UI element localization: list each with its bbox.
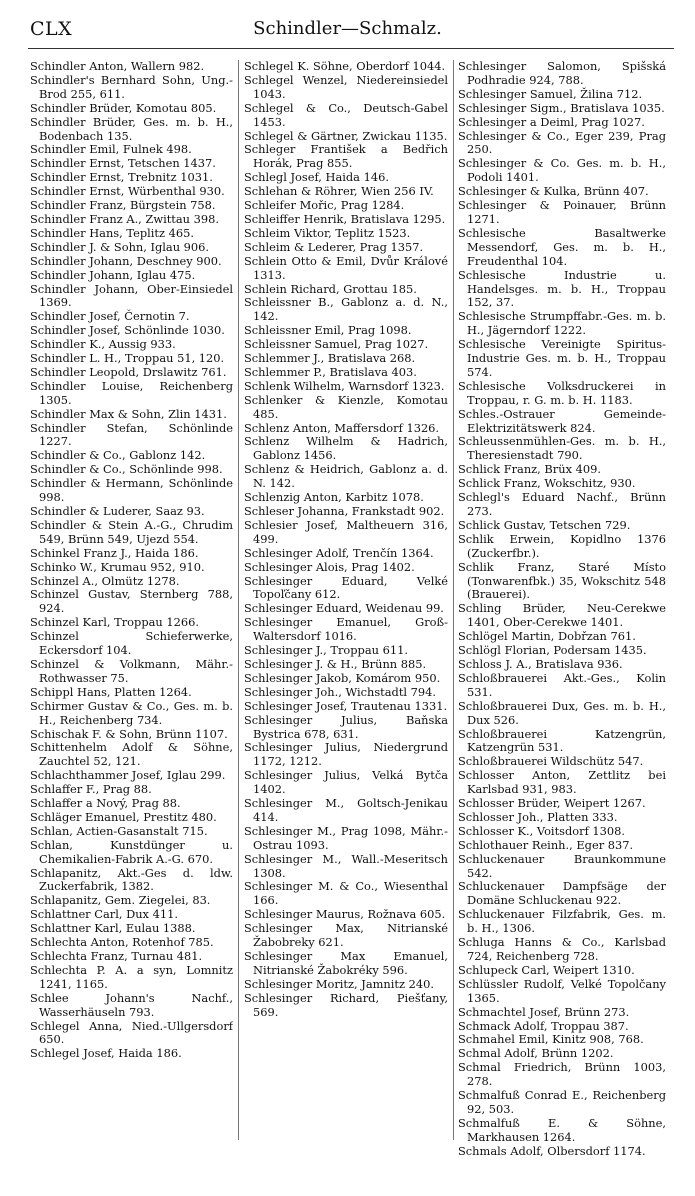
directory-entry: Schlesische Vereinigte Spiritus-Industrie Ges. m. b. H., Troppau 574. xyxy=(458,337,666,379)
directory-entry: Schmachtel Josef, Brünn 273. xyxy=(458,1004,630,1019)
directory-entry: Schlapanitz, Akt.-Ges d. ldw. Zuckerfabrik, 1382. xyxy=(30,865,233,894)
directory-entry: Schlenz & Heidrich, Gablonz a. d. N. 142. xyxy=(244,462,448,491)
directory-entry: Schlenz Anton, Maffersdorf 1326. xyxy=(244,420,440,435)
directory-entry: Schmalfuß E. & Söhne, Markhausen 1264. xyxy=(458,1115,666,1144)
directory-entry: Schloßbrauerei Wildschütz 547. xyxy=(458,754,644,769)
directory-entry: Schlesische Industrie u. Handelsges. m. b. H., Troppau 152, 37. xyxy=(458,267,666,310)
directory-entry: Schlaffer a Nový, Prag 88. xyxy=(30,796,181,811)
directory-entry: Schlegl Josef, Haida 146. xyxy=(244,170,389,185)
directory-entry: Schindler Franz, Bürgstein 758. xyxy=(30,198,216,213)
directory-entry: Schindler & Co., Gablonz 142. xyxy=(30,448,206,463)
directory-entry: Schles.-Ostrauer Gemeinde-Elektrizitätswerk 824. xyxy=(458,406,666,435)
directory-entry: Schindler Stefan, Schönlinde 1227. xyxy=(30,420,233,449)
directory-entry: Schlegel Josef, Haida 186. xyxy=(30,1046,182,1061)
directory-entry: Schloßbrauerei Dux, Ges. m. b. H., Dux 526. xyxy=(458,698,666,727)
column-divider xyxy=(238,60,239,1140)
directory-entry: Schlesinger J. & H., Brünn 885. xyxy=(244,656,427,671)
directory-entry: Schlegel Anna, Nied.-Ullgersdorf 650. xyxy=(30,1018,233,1047)
directory-entry: Schischak F. & Sohn, Brünn 1107. xyxy=(30,726,228,741)
directory-entry: Schlesinger J., Troppau 611. xyxy=(244,643,408,658)
directory-entry: Schlesinger Emanuel, Groß-Waltersdorf 1016. xyxy=(244,615,448,644)
directory-entry: Schmal Adolf, Brünn 1202. xyxy=(458,1046,614,1061)
directory-entry: Schloßbrauerei Katzengrün, Katzengrün 531. xyxy=(458,726,666,755)
directory-entry: Schlan, Actien-Gasanstalt 715. xyxy=(30,823,208,838)
directory-entry: Schlesinger & Co., Eger 239, Prag 250. xyxy=(458,128,666,157)
directory-entry: Schlegel & Co., Deutsch-Gabel 1453. xyxy=(244,100,448,129)
directory-entry: Schindler Hans, Teplitz 465. xyxy=(30,225,194,240)
directory-entry: Schindler & Luderer, Saaz 93. xyxy=(30,504,205,518)
directory-entry: Schlesinger Samuel, Žilina 712. xyxy=(458,86,643,101)
directory-entry: Schlesinger Salomon, Spišská Podhradie 924, 788. xyxy=(458,60,666,87)
directory-entry: Schlesinger Eduard, Velké Topoľčany 612. xyxy=(244,573,448,602)
directory-entry: Schleifer Mořic, Prag 1284. xyxy=(244,198,405,213)
directory-entry: Schlesinger Max Emanuel, Nitrianské Žabokréky 596. xyxy=(244,949,448,977)
directory-entry: Schlesinger & Kulka, Brünn 407. xyxy=(458,184,649,199)
directory-entry: Schlechta P. A. a syn, Lomnitz 1241, 1165. xyxy=(30,962,233,991)
directory-entry: Schleissner Samuel, Prag 1027. xyxy=(244,337,429,352)
directory-entry: Schindler Johann, Ober-Einsiedel 1369. xyxy=(30,281,233,310)
directory-column-2 xyxy=(244,60,448,1186)
directory-entry: Schlesische Basaltwerke Messendorf, Ges. m. b. H., Freudenthal 104. xyxy=(458,225,666,268)
directory-entry: Schlothauer Reinh., Eger 837. xyxy=(458,837,634,852)
directory-entry: Schindler J. & Sohn, Iglau 906. xyxy=(30,239,210,254)
column-divider xyxy=(453,60,454,1140)
directory-entry: Schlemmer P., Bratislava 403. xyxy=(244,364,417,379)
directory-entry: Schlenz Wilhelm & Hadrich, Gablonz 1456. xyxy=(244,434,448,463)
directory-entry: Schluckenauer Dampfsäge der Domäne Schluckenau 922. xyxy=(458,879,666,908)
directory-entry: Schlesinger Julius, Niedergrund 1172, 1212. xyxy=(244,740,448,769)
directory-entry: Schlick Gustav, Tetschen 729. xyxy=(458,517,631,532)
directory-entry: Schindler & Stein A.-G., Chrudim 549, Brünn 549, Ujezd 554. xyxy=(30,517,233,546)
directory-entry: Schlesinger Eduard, Weidenau 99. xyxy=(244,601,444,616)
directory-entry: Schirmer Gustav & Co., Ges. m. b. H., Reichenberg 734. xyxy=(30,698,233,727)
directory-entry: Schlein Otto & Emil, Dvůr Králové 1313. xyxy=(244,253,448,282)
directory-entry: Schlögel Martin, Dobřzan 761. xyxy=(458,629,636,644)
directory-entry: Schlegel Wenzel, Niedereinsiedel 1043. xyxy=(244,72,448,101)
directory-entry: Schlesinger Max, Nitrianské Žabobreky 621. xyxy=(244,921,448,950)
directory-entry: Schlosser Brüder, Weipert 1267. xyxy=(458,796,646,811)
directory-entry: Schinzel Gustav, Sternberg 788, 924. xyxy=(30,587,233,616)
directory-entry: Schlupeck Carl, Weipert 1310. xyxy=(458,962,635,977)
directory-column-1 xyxy=(30,60,233,1186)
directory-entry: Schlesische Strumpffabr.-Ges. m. b. H., Jägerndorf 1222. xyxy=(458,309,666,338)
directory-entry: Schindler Anton, Wallern 982. xyxy=(30,60,205,73)
directory-entry: Schindler L. H., Troppau 51, 120. xyxy=(30,351,225,366)
directory-entry: Schlee Johann's Nachf., Wasserhäuseln 793. xyxy=(30,990,233,1019)
directory-entry: Schlesinger M. & Co., Wiesenthal 166. xyxy=(244,879,448,908)
directory-entry: Schippl Hans, Platten 1264. xyxy=(30,684,192,699)
directory-entry: Schindler Ernst, Würbenthal 930. xyxy=(30,184,225,199)
directory-entry: Schlein Richard, Grottau 185. xyxy=(244,281,417,296)
directory-entry: Schleim Viktor, Teplitz 1523. xyxy=(244,225,411,240)
directory-entry: Schindler Brüder, Ges. m. b. H., Bodenbach 135. xyxy=(30,114,233,143)
page-number: CLX xyxy=(30,18,73,40)
directory-entry: Schmalfuß Conrad E., Reichenberg 92, 503. xyxy=(458,1088,666,1116)
directory-entry: Schlesinger Moritz, Jamnitz 240. xyxy=(244,976,434,991)
directory-entry: Schlattner Karl, Eulau 1388. xyxy=(30,921,196,936)
directory-entry: Schindler Ernst, Trebnitz 1031. xyxy=(30,170,213,185)
directory-entry: Schinzel & Volkmann, Mähr.-Rothwasser 75. xyxy=(30,656,233,685)
directory-entry: Schleger František a Bedřich Horák, Prag 855. xyxy=(244,142,448,171)
directory-entry: Schlemmer J., Bratislava 268. xyxy=(244,351,416,366)
directory-entry: Schlesinger Jakob, Komárom 950. xyxy=(244,670,441,685)
directory-entry: Schinzel A., Olmütz 1278. xyxy=(30,573,180,588)
directory-entry: Schindler Johann, Deschney 900. xyxy=(30,253,222,268)
directory-entry: Schlick Franz, Brüx 409. xyxy=(458,462,601,477)
directory-entry: Schläger Emanuel, Prestitz 480. xyxy=(30,809,217,824)
directory-entry: Schmals Adolf, Olbersdorf 1174. xyxy=(458,1143,646,1158)
directory-entry: Schlattner Carl, Dux 411. xyxy=(30,907,178,922)
directory-entry: Schleiffer Henrik, Bratislava 1295. xyxy=(244,211,446,226)
directory-entry: Schindler Emil, Fulnek 498. xyxy=(30,142,192,157)
directory-entry: Schindler Brüder, Komotau 805. xyxy=(30,100,217,115)
directory-entry: Schlosser K., Voitsdorf 1308. xyxy=(458,823,626,838)
directory-entry: Schluckenauer Braunkommune 542. xyxy=(458,851,666,880)
directory-entry: Schlesinger Maurus, Rožnava 605. xyxy=(244,907,446,922)
directory-entry: Schlechta Anton, Rotenhof 785. xyxy=(30,935,214,950)
directory-entry: Schlosser Joh., Platten 333. xyxy=(458,809,618,824)
directory-entry: Schinzel Schieferwerke, Eckersdorf 104. xyxy=(30,629,233,658)
directory-entry: Schlesische Volksdruckerei in Troppau, r. G. m. b. H. 1183. xyxy=(458,378,666,407)
directory-entry: Schindler Louise, Reichenberg 1305. xyxy=(30,378,233,407)
directory-entry: Schluckenauer Filzfabrik, Ges. m. b. H., 1306. xyxy=(458,907,666,936)
directory-entry: Schlegel & Gärtner, Zwickau 1135. xyxy=(244,128,448,143)
directory-entry: Schittenhelm Adolf & Söhne, Zauchtel 52, 121. xyxy=(30,740,233,769)
directory-entry: Schlesinger Alois, Prag 1402. xyxy=(244,559,415,574)
directory-entry: Schlesinger Sigm., Bratislava 1035. xyxy=(458,100,665,115)
directory-entry: Schlesinger Julius, Baňska Bystrica 678, 631. xyxy=(244,712,448,741)
directory-entry: Schindler K., Aussig 933. xyxy=(30,337,176,352)
directory-entry: Schlosser Anton, Zettlitz bei Karlsbad 931, 983. xyxy=(458,768,666,797)
directory-entry: Schinko W., Krumau 952, 910. xyxy=(30,559,205,574)
directory-entry: Schlechta Franz, Turnau 481. xyxy=(30,949,203,963)
directory-entry: Schleussenmühlen-Ges. m. b. H., Theresienstadt 790. xyxy=(458,434,666,463)
directory-entry: Schlesinger M., Goltsch-Jenikau 414. xyxy=(244,796,448,824)
directory-entry: Schindler Ernst, Tetschen 1437. xyxy=(30,156,216,171)
directory-entry: Schinzel Karl, Troppau 1266. xyxy=(30,615,199,630)
directory-entry: Schindler & Co., Schönlinde 998. xyxy=(30,462,223,477)
directory-entry: Schlesier Josef, Maltheuern 316, 499. xyxy=(244,517,448,546)
directory-entry: Schlik Franz, Staré Místo (Tonwarenfbk.) 35, Wokschitz 548 (Brauerei). xyxy=(458,559,666,602)
directory-entry: Schlögl Florian, Podersam 1435. xyxy=(458,643,647,658)
directory-entry: Schindler Josef, Černotin 7. xyxy=(30,309,190,324)
page-header xyxy=(0,0,695,52)
directory-entry: Schlenzig Anton, Karbitz 1078. xyxy=(244,490,424,505)
directory-entry: Schloss J. A., Bratislava 936. xyxy=(458,656,623,671)
directory-entry: Schlüssler Rudolf, Velké Topolčany 1365. xyxy=(458,976,666,1005)
directory-entry: Schindler Johann, Iglau 475. xyxy=(30,267,196,282)
directory-entry: Schlesinger a Deiml, Prag 1027. xyxy=(458,114,645,129)
directory-entry: Schloßbrauerei Akt.-Ges., Kolin 531. xyxy=(458,670,666,699)
directory-entry: Schlesinger M., Prag 1098, Mähr.-Ostrau 1093. xyxy=(244,823,448,852)
directory-entry: Schlehan & Röhrer, Wien 256 IV. xyxy=(244,184,434,199)
directory-entry: Schlesinger & Co. Ges. m. b. H., Podoli 1401. xyxy=(458,156,666,185)
directory-entry: Schlenk Wilhelm, Warnsdorf 1323. xyxy=(244,378,445,393)
directory-entry: Schindler Josef, Schönlinde 1030. xyxy=(30,323,225,338)
directory-entry: Schlesinger Josef, Trautenau 1331. xyxy=(244,698,448,713)
directory-entry: Schlesinger M., Wall.-Meseritsch 1308. xyxy=(244,851,448,880)
directory-column-3 xyxy=(458,60,666,1186)
directory-entry: Schlesinger Joh., Wichstadtl 794. xyxy=(244,684,437,699)
page-title: Schindler—Schmalz. xyxy=(253,18,442,39)
directory-entry: Schling Brüder, Neu-Cerekwe 1401, Ober-Cerekwe 1401. xyxy=(458,601,666,630)
directory-entry: Schlaffer F., Prag 88. xyxy=(30,782,152,797)
directory-entry: Schlesinger & Poinauer, Brünn 1271. xyxy=(458,198,666,226)
directory-entry: Schindler Franz A., Zwittau 398. xyxy=(30,211,219,226)
directory-entry: Schlapanitz, Gem. Ziegelei, 83. xyxy=(30,893,211,908)
directory-entry: Schleissner B., Gablonz a. d. N., 142. xyxy=(244,295,448,324)
directory-entry: Schlik Erwein, Kopidlno 1376 (Zuckerfbr.). xyxy=(458,531,666,560)
directory-entry: Schlan, Kunstdünger u. Chemikalien-Fabrik A.-G. 670. xyxy=(30,837,233,866)
directory-entry: Schlesinger Richard, Piešťany, 569. xyxy=(244,990,448,1019)
directory-entry: Schleser Johanna, Frankstadt 902. xyxy=(244,504,445,518)
directory-entry: Schleissner Emil, Prag 1098. xyxy=(244,323,412,338)
directory-entry: Schlegel K. Söhne, Oberdorf 1044. xyxy=(244,60,446,73)
directory-entry: Schindler's Bernhard Sohn, Ung.-Brod 255, 611. xyxy=(30,72,233,101)
directory-entry: Schluga Hanns & Co., Karlsbad 724, Reichenberg 728. xyxy=(458,935,666,963)
directory-entry: Schlick Franz, Wokschitz, 930. xyxy=(458,476,636,491)
directory-entry: Schindler Leopold, Drslawitz 761. xyxy=(30,364,227,379)
directory-entry: Schindler & Hermann, Schönlinde 998. xyxy=(30,476,233,505)
directory-entry: Schleim & Lederer, Prag 1357. xyxy=(244,239,424,254)
directory-entry: Schlesinger Julius, Velká Bytča 1402. xyxy=(244,768,448,797)
directory-entry: Schlenker & Kienzle, Komotau 485. xyxy=(244,392,448,421)
directory-entry: Schmahel Emil, Kinitz 908, 768. xyxy=(458,1032,644,1047)
directory-entry: Schlegl's Eduard Nachf., Brünn 273. xyxy=(458,490,666,518)
directory-entry: Schlachthammer Josef, Iglau 299. xyxy=(30,768,226,783)
directory-entry: Schlesinger Adolf, Trenčín 1364. xyxy=(244,545,434,560)
header-rule xyxy=(28,48,674,49)
directory-entry: Schindler Max & Sohn, Zlin 1431. xyxy=(30,406,227,421)
directory-entry: Schinkel Franz J., Haida 186. xyxy=(30,545,199,560)
directory-entry: Schmal Friedrich, Brünn 1003, 278. xyxy=(458,1060,666,1089)
directory-entry: Schmack Adolf, Troppau 387. xyxy=(458,1018,629,1033)
